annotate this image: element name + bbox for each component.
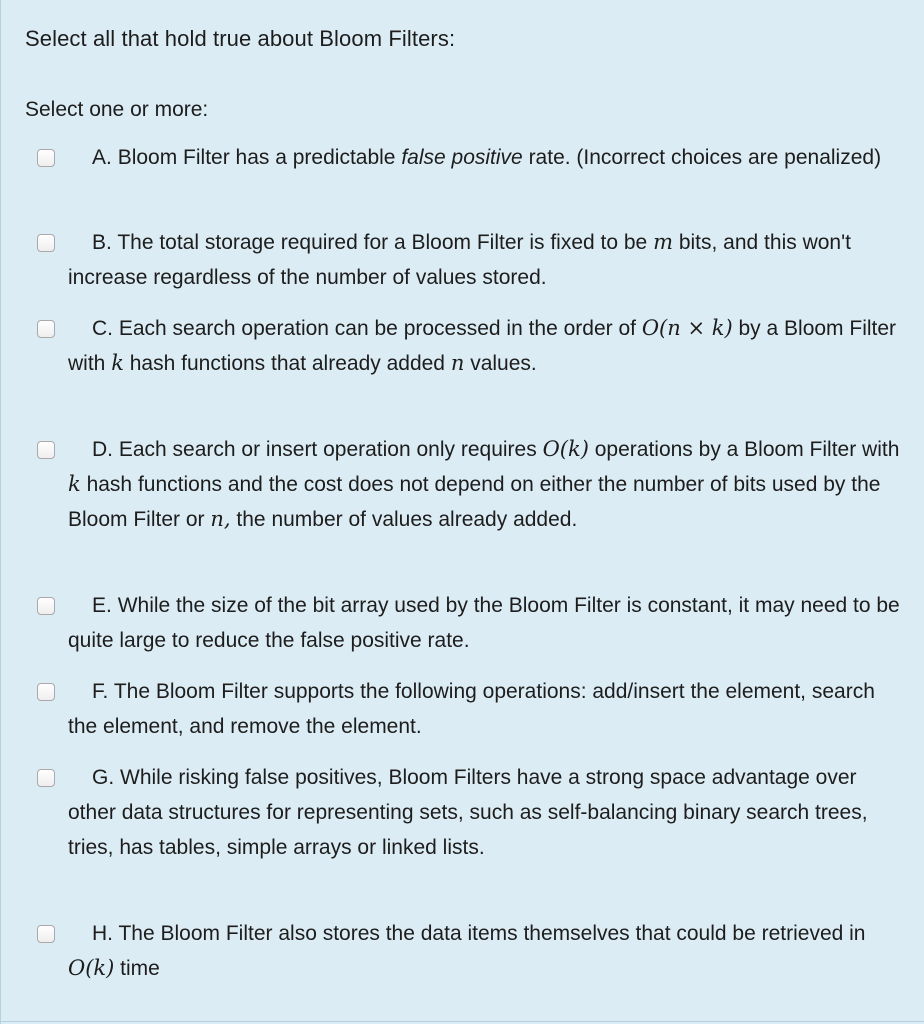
math-big-o: O(k)	[542, 437, 589, 461]
option-b-checkbox[interactable]	[37, 234, 55, 252]
math-k: k	[68, 472, 81, 496]
option-letter: B.	[92, 231, 112, 254]
option-h-label[interactable]: H. The Bloom Filter also stores the data items themselves that could be retrieved in O(k) time	[68, 922, 866, 980]
option-letter: A.	[92, 146, 112, 169]
option-f-checkbox[interactable]	[37, 683, 55, 701]
panel-bottom-border	[1, 1021, 924, 1022]
option-letter: D.	[92, 438, 113, 461]
option-letter: C.	[92, 317, 113, 340]
option-letter: E.	[92, 594, 112, 617]
math-n: n	[450, 351, 465, 375]
option-c-label[interactable]: C. Each search operation can be processed in the order of O(n × k) by a Bloom Filter with k hash functions that already added n values.	[68, 316, 897, 375]
option-letter: H.	[92, 922, 113, 945]
math-m: m	[653, 230, 673, 254]
math-big-o: O(n × k)	[641, 316, 733, 340]
option-g-label[interactable]: G. While risking false positives, Bloom Filters have a strong space advantage over other data structures for representing sets, such as self-balancing binary search trees, tries, has tables, simple arrays or linked lists.	[68, 766, 868, 859]
question-text: Select all that hold true about Bloom Filters:	[25, 26, 456, 51]
option-letter: G.	[92, 766, 115, 789]
select-prompt: Select one or more:	[25, 98, 209, 121]
option-a-label[interactable]: A. Bloom Filter has a predictable false positive rate. (Incorrect choices are penalized)	[92, 146, 882, 169]
option-g-checkbox[interactable]	[37, 769, 55, 787]
math-k: k	[111, 351, 124, 375]
math-big-o: O(k)	[68, 956, 115, 980]
option-b-label[interactable]: B. The total storage required for a Bloom Filter is fixed to be m bits, and this won't increase regardless of the number of values stored.	[68, 230, 851, 289]
option-d-label[interactable]: D. Each search or insert operation only requires O(k) operations by a Bloom Filter with k hash functions and the cost does not depend on either the number of bits used by the Bloom Filter or n, the number of values already added.	[68, 437, 900, 531]
option-c-checkbox[interactable]	[37, 320, 55, 338]
option-f-label[interactable]: F. The Bloom Filter supports the following operations: add/insert the element, search the element, and remove the element.	[68, 680, 875, 738]
option-letter: F.	[92, 680, 109, 703]
option-e-checkbox[interactable]	[37, 597, 55, 615]
option-a-checkbox[interactable]	[37, 149, 55, 167]
option-e-label[interactable]: E. While the size of the bit array used by the Bloom Filter is constant, it may need to be quite large to reduce the false positive rate.	[68, 594, 900, 652]
option-d-checkbox[interactable]	[37, 441, 55, 459]
option-h-checkbox[interactable]	[37, 925, 55, 943]
false-positive-emphasis: false positive	[401, 146, 523, 169]
math-n: n,	[210, 507, 231, 531]
